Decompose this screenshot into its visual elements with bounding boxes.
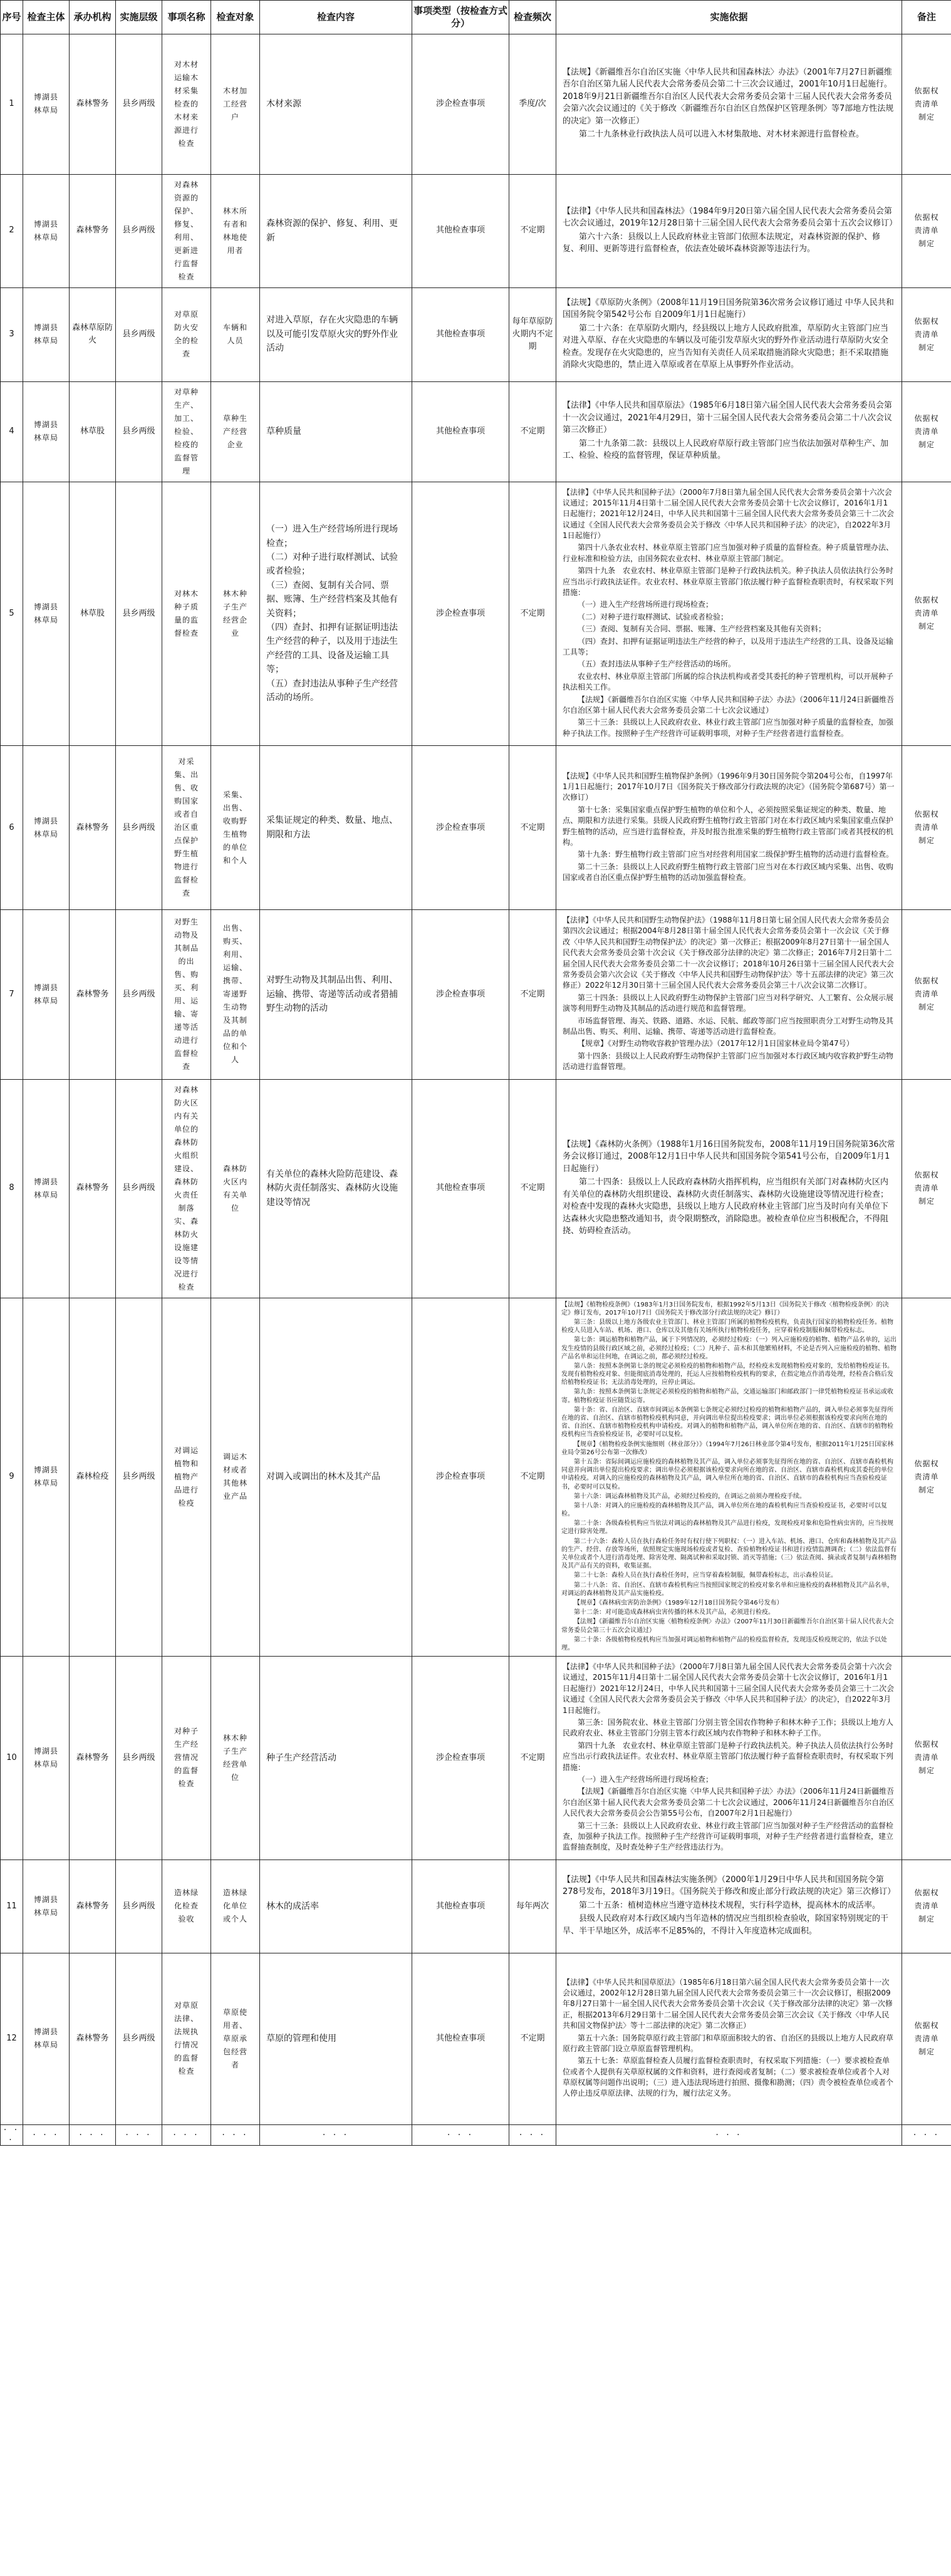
ellipsis-cell: · · · [509,2124,556,2145]
row-org: 森林警务 [70,174,116,287]
header-freq: 检查频次 [509,1,556,34]
basis-paragraph: 【法规】《植物检疫条例》（1983年1月3日国务院发布，根据1992年5月13日《国务院关于修改〈植物检疫条例〉的决定》修订发布，2017年10月7日《国务院关于修改部分行政法规的决定》修订） [561,1301,889,1316]
row-level: 县乡两级 [116,1298,162,1657]
row-type: 涉企检查事项 [412,34,509,174]
basis-paragraph: 【法律】《中华人民共和国种子法》（2000年7月8日第九届全国人民代表大会常务委员会第十六次会议通过，2015年11月4日第十二届全国人民代表大会常务委员会第十七次会议修订，2016年1月1日起施行）2021年12月24日，中华人民共和国第十三届全国人民代表大会常务委员会第三十二次会议通过《全国人民代表大会常务委员会关于修改〈中华人民共和国种子法〉的决定》，自2022年3月1日起施行。 [563,1662,895,1715]
row-org: 森林警务 [70,746,116,910]
row-basis [556,34,902,174]
row-org: 林草股 [70,482,116,746]
row-remark: 依据权责清单制定 [902,1079,951,1298]
header-level: 实施层级 [116,1,162,34]
row-basis [556,1298,902,1657]
row-object: 林木所有者和林地使用者 [211,174,260,287]
basis-paragraph: 第十八条：对调入的应施检疫的森林植物及其产品，调入单位所在地的森检机构应当查验检疫证书，必要时可以复检。 [561,1502,887,1518]
basis-paragraph: 县级人民政府对本行政区域内当年造林的情况应当组织检查验收，除国家特别规定的干旱、半干旱地区外，成活率不足85%的，不得计入年度造林完成面积。 [563,1914,889,1936]
row-type: 涉企检查事项 [412,1657,509,1860]
row-basis [556,287,902,381]
row-type: 其他检查事项 [412,287,509,381]
basis-paragraph: （三）查阅、复制有关合同、票据、账簿、生产经营档案及其他有关资料； [578,624,826,634]
row-basis [556,482,902,746]
row-seq: 1 [1,34,23,174]
row-content: 草原的管理和使用 [260,1953,412,2124]
table-row [1,1298,951,1657]
basis-paragraph: 【法规】《中华人民共和国野生植物保护条例》（1996年9月30日国务院令第204号公布，自1997年1月1日起施行；2017年10月7日《国务院关于修改部分行政法规的决定》（国务院令第687号）第一次修订） [563,771,895,802]
header-row [1,1,951,34]
basis-paragraph: 第十四条：县级以上人民政府野生动物保护主管部门应当加强对本行政区域内收容救护野生动物活动进行监督管理。 [563,1051,894,1072]
basis-paragraph: 第二十九条林业行政执法人员可以进入木材集散地、对木材来源进行监督检查。 [579,130,865,139]
row-content: 采集证规定的种类、数量、地点、期限和方法 [260,746,412,910]
row-content: 草种质量 [260,381,412,482]
row-content: 森林资源的保护、修复、利用、更新 [260,174,412,287]
row-org: 森林检疫 [70,1298,116,1657]
row-type: 涉企检查事项 [412,910,509,1079]
row-subject: 博湖县林草局 [23,910,70,1079]
table-row [1,1079,951,1298]
row-basis [556,1079,902,1298]
row-level: 县乡两级 [116,34,162,174]
header-seq: 序号 [1,1,23,34]
row-remark: 依据权责清单制定 [902,174,951,287]
row-object: 造林绿化单位或个人 [211,1860,260,1953]
basis-paragraph: 第十六条：调运森林植物及其产品，必须经过检疫的，在调运之前须办理检疫手续。 [574,1492,806,1500]
row-item: 对种子生产经营情况的监督检查 [162,1657,211,1860]
basis-paragraph: 【规章】《植物检疫条例实施细则（林业部分）》（1994年7月26日林业部令第4号发布，根据2011年1月25日国家林业局令第26号公布第一次修改） [561,1441,894,1456]
row-freq: 季度/次 [509,34,556,174]
header-remark: 备注 [902,1,951,34]
row-seq: 2 [1,174,23,287]
table-row [1,1657,951,1860]
header-org: 承办机构 [70,1,116,34]
row-item: 对采集、出售、收购国家或者自治区重点保护野生植物进行监督检查 [162,746,211,910]
basis-paragraph: 【规章】《对野生动物收容救护管理办法》（2017年12月1日国家林业局令第47号） [578,1039,854,1048]
row-freq: 不定期 [509,910,556,1079]
ellipsis-cell: · · · [211,2124,260,2145]
row-remark: 依据权责清单制定 [902,746,951,910]
basis-paragraph: 第二十七条：森检人员在执行森检任务时，应当穿着森检制服，佩带森检标志，出示森检员证。 [574,1572,837,1580]
row-content: 有关单位的森林火险防范建设、森林防火责任制落实、森林防火设施建设等情况 [260,1079,412,1298]
ellipsis-cell: · · · [260,2124,412,2145]
basis-paragraph: （四）查封、扣押有证据证明违法生产经营的种子，以及用于违法生产经营的工具、设备及运输工具等； [563,636,894,656]
row-remark: 依据权责清单制定 [902,1860,951,1953]
basis-paragraph: 【法律】《中华人民共和国种子法》（2000年7月8日第九届全国人民代表大会常务委员会第十六次会议通过；2015年11月4日第十二届全国人民代表大会常务委员会第十七次会议修订，2016年1月1日起施行；2021年12月24日，中华人民共和国第十三届全国人民代表大会常务委员会第三十二次会议通过《全国人民代表大会常务委员会关于修改〈中华人民共和国种子法〉的决定》，自2022年3月1日起施行） [563,487,895,541]
row-level: 县乡两级 [116,1953,162,2124]
basis-paragraph: 第二十条：各级植物检疫机构应当加强对调运植物和植物产品的检疫监督检查，发现违反检疫规定的，依法予以处理。 [561,1636,887,1652]
basis-paragraph: 【规章】《森林病虫害防治条例》（1989年12月18日国务院令第46号发布） [574,1599,783,1606]
header-object: 检查对象 [211,1,260,34]
basis-paragraph: 第四十九条 农业农村、林业草原主管部门是种子行政执法机关。种子执法人员依法执行公务时应当出示行政执法证件。农业农村、林业草原主管部门依法履行种子监督检查职责时，有权采取下列措施： [563,566,894,597]
basis-paragraph: 【法律】《中华人民共和国草原法》（1985年6月18日第六届全国人民代表大会常务委员会第十一次会议通过，2002年12月28日第九届全国人民代表大会常务委员会第三十一次会议修订，根据2009年8月27日第十一届全国人民代表大会常务委员会第十次会议《关于修改部分法律的决定》第一次修正，根据2013年6月29日第十二届全国人民代表大会常务委员会第三次会议《关于修改〈中华人民共和国文物保护法〉等十二部法律的决定》第二次修正） [563,1977,893,2030]
row-item: 对草原防火安全的检查 [162,287,211,381]
ellipsis-cell: · · · [70,2124,116,2145]
row-subject: 博湖县林草局 [23,381,70,482]
row-org: 森林警务 [70,1860,116,1953]
basis-paragraph: 第四十八条农业农村、林业草原主管部门应当加强对种子质量的监督检查。种子质量管理办法、行业标准和检验方法，由国务院农业农村、林业草原主管部门制定。 [563,543,894,563]
row-type: 其他检查事项 [412,381,509,482]
basis-paragraph: 第二十四条：县级以上人民政府森林防火指挥机构，应当组织有关部门对森林防火区内有关单位的森林防火组织建设、森林防火责任制落实、森林防火设施建设等情况进行检查；对检查中发现的森林火灾隐患，县级以上地方人民政府林业主管部门应当及时向有关单位下达森林火灾隐患整改通知书，责令限期整改，消除隐患。被检查单位应当积极配合，不得阻挠、妨碍检查活动。 [563,1177,889,1236]
row-item: 对调运植物和植物产品进行检疫 [162,1298,211,1657]
row-subject: 博湖县林草局 [23,1298,70,1657]
row-org: 森林草原防火 [70,287,116,381]
row-level: 县乡两级 [116,746,162,910]
row-level: 县乡两级 [116,482,162,746]
row-freq: 不定期 [509,381,556,482]
row-subject: 博湖县林草局 [23,1860,70,1953]
row-level: 县乡两级 [116,287,162,381]
row-seq: 10 [1,1657,23,1860]
row-content: （一）进入生产经营场所进行现场检查； （二）对种子进行取样测试、试验或者检验； （三）查阅、复制有关合同、票据、账簿、生产经营档案及其他有关资料； （四）查封、扣押有证据证明违法生产经营的种子，以及用于违法生产经营的工具、设备及运输工具等； （五）查封违法从事种子生产经营活动的场所。 [260,482,412,746]
row-freq: 不定期 [509,482,556,746]
basis-paragraph: 第二十条：各级森检机构应当依法对调运的森林植物及其产品进行检疫，发现检疫对象和危险性病虫害的，应当按规定进行除害处理。 [561,1520,893,1536]
row-remark: 依据权责清单制定 [902,287,951,381]
table-row [1,482,951,746]
row-item: 对野生动物及其制品的出售、购买、利用、运输、寄递等活动进行监督检查 [162,910,211,1079]
row-item: 对草原法律、法规执行情况的监督检查 [162,1953,211,2124]
row-freq: 不定期 [509,1657,556,1860]
row-basis [556,910,902,1079]
row-seq: 3 [1,287,23,381]
basis-paragraph: 【法律】《中华人民共和国野生动物保护法》（1988年11月8日第七届全国人民代表大会常务委员会第四次会议通过；根据2004年8月28日第十届全国人民代表大会常务委员会第十一次会议《关于修改〈中华人民共和国野生动物保护法〉的决定》第一次修正；根据2009年8月27日第十一届全国人民代表大会常务委员会第十次会议《关于修改部分法律的决定》第二次修正；2016年7月2日第十二届全国人民代表大会常务委员会第二十一次会议修订；2018年10月26日第十三届全国人民代表大会常务委员会第六次会议《关于修改〈中华人民共和国野生动物保护法〉等十五部法律的决定》第三次修正）2022年12月30日第十三届全国人民代表大会常务委员会第三十八次会议第二次修订。 [563,916,895,990]
row-item: 造林绿化检查验收 [162,1860,211,1953]
row-type: 涉企检查事项 [412,482,509,746]
basis-paragraph: 第四十九条 农业农村、林业草原主管部门是种子行政执法机关。种子执法人员依法执行公务时应当出示行政执法证件。农业农村、林业草原主管部门依法履行种子监督检查职责时，有权采取下列措施： [563,1741,894,1772]
basis-paragraph: 第二十九条第二款：县级以上人民政府草原行政主管部门应当依法加强对草种生产、加工、检验、检疫的监督管理，保证草种质量。 [563,438,889,461]
row-item: 对森林防火区内有关单位的森林防火组织建设、森林防火责任制落实、森林防火设施建设等情况进行检查 [162,1079,211,1298]
table-row [1,910,951,1079]
row-remark: 依据权责清单制定 [902,1657,951,1860]
ellipsis-cell: · · · [116,2124,162,2145]
row-object: 草种生产经营企业 [211,381,260,482]
row-freq: 每年两次 [509,1860,556,1953]
row-type: 其他检查事项 [412,1953,509,2124]
basis-paragraph: 【法规】《新疆维吾尔自治区实施〈中华人民共和国种子法〉办法》（2006年11月24日新疆维吾尔自治区第十届人民代表大会常务委员会第二十七次会议通过，2006年11月24日新疆维吾尔自治区人民代表大会常务委员会公告第55号公布，自2007年2月1日起施行） [563,1787,895,1818]
row-object: 林木种子生产经营单位 [211,1657,260,1860]
row-level: 县乡两级 [116,1079,162,1298]
header-type: 事项类型（按检查方式分） [412,1,509,34]
row-content: 林木的成活率 [260,1860,412,1953]
row-object: 车辆和人员 [211,287,260,381]
basis-paragraph: 农业农村、林业草原主管部门所属的综合执法机构或者受其委托的种子管理机构，可以开展种子执法相关工作。 [563,671,894,692]
row-content: 对进入草原，存在火灾隐患的车辆以及可能引发草原火灾的野外作业活动 [260,287,412,381]
basis-paragraph: 第五十七条：草原监督检查人员履行监督检查职责时，有权采取下列措施：（一）要求被检查单位或者个人提供有关草原权属的文件和资料，进行查阅或者复制；（二）要求被检查单位或者个人对草原权属等问题作出说明；（三）进入违法现场进行拍照、摄像和勘测；（四）责令被检查单位或者个人停止违反草原法律、法规的行为，履行法定义务。 [563,2056,894,2098]
row-freq: 不定期 [509,1953,556,2124]
row-item: 对森林资源的保护、修复、利用、更新进行监督检查 [162,174,211,287]
row-seq: 11 [1,1860,23,1953]
row-content: 对野生动物及其制品出售、利用、运输、携带、寄递等活动或者猎捕野生动物的活动 [260,910,412,1079]
row-item: 对草种生产、加工、检验、检疫的监督管理 [162,381,211,482]
row-content: 木材来源 [260,34,412,174]
basis-paragraph: 【法律】《中华人民共和国草原法》（1985年6月18日第六届全国人民代表大会常务委员会第十一次会议通过，2021年4月29日，第十三届全国人民代表大会常务委员会第二十八次会议第三次修正） [563,401,892,435]
row-basis [556,1953,902,2124]
row-type: 涉企检查事项 [412,1298,509,1657]
table-row [1,287,951,381]
row-org: 森林警务 [70,34,116,174]
table-body [1,34,951,2124]
row-object: 森林防火区内有关单位 [211,1079,260,1298]
basis-paragraph: 【法规】《中华人民共和国森林法实施条例》（2000年1月29日中华人民共和国国务院令第278号发布，2018年3月19日。《国务院关于修改和废止部分行政法规的决定》第三次修订） [563,1875,896,1897]
row-freq: 不定期 [509,1079,556,1298]
row-type: 其他检查事项 [412,1860,509,1953]
row-basis [556,381,902,482]
ellipsis-cell: · · · [902,2124,951,2145]
ellipsis-cell: · · · [23,2124,70,2145]
basis-paragraph: 第十七条：采集国家重点保护野生植物的单位和个人，必须按照采集证规定的种类、数量、地点、期限和方法进行采集。县级人民政府野生植物行政主管部门对在本行政区域内采集国家重点保护野生植物的活动，应当进行监督检查，并及时报告批准采集的野生植物行政主管部门或者其授权的机构。 [563,805,894,847]
basis-paragraph: 第八条：按照本条例第七条的规定必须检疫的植物和植物产品，经检疫未发现植物检疫对象的，发给植物检疫证书。发现有植物检疫对象、但能彻底消毒处理的，托运人应按植物检疫机构的要求，在指定地点作消毒处理，经检查合格后发给植物检疫证书；无法消毒处理的，应停止调运。 [561,1362,893,1387]
row-seq: 9 [1,1298,23,1657]
row-type: 涉企检查事项 [412,746,509,910]
basis-paragraph: 第五十六条：国务院草原行政主管部门和草原面积较大的省、自治区的县级以上地方人民政府草原行政主管部门设立草原监督管理机构。 [563,2033,894,2053]
basis-paragraph: 第十二条：对可能造成森林病虫害传播的林木及其产品，必须进行检疫。 [574,1609,774,1616]
row-level: 县乡两级 [116,381,162,482]
row-item: 对木材运输木材采集检查的木材来源进行检查 [162,34,211,174]
table-row [1,34,951,174]
row-basis [556,1657,902,1860]
basis-paragraph: 第三条：国务院农业、林业主管部门分别主管全国农作物种子和林木种子工作；县级以上地方人民政府农业、林业主管部门分别主管本行政区域内农作物种子和林木种子工作。 [563,1718,894,1738]
basis-paragraph: 【法规】《新疆维吾尔自治区实施〈中华人民共和国森林法〉办法》（2001年7月27日新疆维吾尔自治区第九届人民代表大会常务委员会第二十三次会议通过，2001年10月1日起施行。2018年9月21日新疆维吾尔自治区人民代表大会常务委员会第十三届人民代表大会常务委员会第六次会议通过的《关于修改〈新疆维吾尔自治区自然保护区管理条例〉等7部地方性法规的决定》第一次修正） [563,67,894,126]
basis-paragraph: 第二十六条：在草原防火期内，经县级以上地方人民政府批准，草原防火主管部门应当对进入草原、存在火灾隐患的车辆以及可能引发草原火灾的野外作业活动进行草原防火安全检查。发现存在火灾隐患的，应当告知有关责任人员采取措施消除火灾隐患；拒不采取措施消除火灾隐患的，禁止进入草原或者在草原上从事野外作业活动。 [563,323,889,370]
row-seq: 5 [1,482,23,746]
row-org: 林草股 [70,381,116,482]
row-type: 其他检查事项 [412,1079,509,1298]
basis-paragraph: 第七条：调运植物和植物产品，属于下列情况的，必须经过检疫：（一）列入应施检疫的植物、植物产品名单的，运出发生疫情的县级行政区域之前，必须经过检疫；（二）凡种子、苗木和其他繁殖材料，不论是否列入应施检疫的植物、植物产品名单和运往何地，在调运之前，都必须经过检疫。 [561,1337,896,1360]
ellipsis-cell: · · · [162,2124,211,2145]
basis-paragraph: 第三十四条：县级以上人民政府野生动物保护主管部门应当对科学研究、人工繁育、公众展示展演等利用野生动物及其制品的活动进行规范和监督管理。 [563,993,894,1013]
basis-paragraph: 市场监督管理、海关、铁路、道路、水运、民航、邮政等部门应当按照职责分工对野生动物及其制品出售、购买、利用、运输、携带、寄递等活动进行监督检查。 [563,1016,894,1036]
header-subject: 检查主体 [23,1,70,34]
basis-paragraph: 第十条：省、自治区、直辖市间调运本条例第七条规定必须经过检疫的植物和植物产品的，调入单位必须事先征得所在地的省、自治区、直辖市植物检疫机构同意，并向调出单位提出检疫要求；调出单位必须根据该检疫要求向所在地的省、自治区、直辖市植物检疫机构申请检疫。对调入的植物和植物产品，调入单位所在地的省、自治区、直辖市的植物检疫机构应当查验检疫证书，必要时可以复检。 [561,1406,893,1439]
header-content: 检查内容 [260,1,412,34]
row-seq: 4 [1,381,23,482]
row-org: 森林警务 [70,910,116,1079]
table-row [1,746,951,910]
basis-paragraph: 第六十六条：县级以上人民政府林业主管部门依照本法规定，对森林资源的保护、修复、利用、更新等进行监督检查，依法查处破坏森林资源等违法行为。 [563,232,881,254]
row-level: 县乡两级 [116,1657,162,1860]
row-subject: 博湖县林草局 [23,1953,70,2124]
row-remark: 依据权责清单制定 [902,910,951,1079]
continuation-row [1,2124,951,2145]
row-basis [556,174,902,287]
row-subject: 博湖县林草局 [23,174,70,287]
row-subject: 博湖县林草局 [23,287,70,381]
basis-paragraph: （一）进入生产经营场所进行现场检查； [578,1774,714,1784]
row-seq: 8 [1,1079,23,1298]
table-row [1,1953,951,2124]
row-content: 种子生产经营活动 [260,1657,412,1860]
row-subject: 博湖县林草局 [23,34,70,174]
row-object: 林木种子生产经营企业 [211,482,260,746]
basis-paragraph: 【法规】《森林防火条例》（1988年1月16日国务院发布，2008年11月19日国务院第36次常务会议修订通过，2008年12月1日中华人民共和国国务院令第541号公布，自2009年1月1日起施行） [563,1139,895,1174]
table-row [1,381,951,482]
row-level: 县乡两级 [116,174,162,287]
basis-paragraph: （五）查封违法从事种子生产经营活动的场所。 [578,660,736,669]
row-subject: 博湖县林草局 [23,746,70,910]
row-seq: 7 [1,910,23,1079]
row-object: 采集、出售、收购野生植物的单位和个人 [211,746,260,910]
row-org: 森林警务 [70,1079,116,1298]
row-level: 县乡两级 [116,910,162,1079]
table-row [1,174,951,287]
basis-paragraph: 第二十五条：植树造林应当遵守造林技术规程，实行科学造林，提高林木的成活率。 [579,1900,881,1910]
basis-paragraph: 【法规】《新疆维吾尔自治区实施〈中华人民共和国种子法〉办法》（2006年11月24日新疆维吾尔自治区第十届人民代表大会常务委员会第二十七次会议通过） [563,695,895,715]
row-type: 其他检查事项 [412,174,509,287]
row-remark: 依据权责清单制定 [902,34,951,174]
basis-paragraph: 第三十三条：县级以上人民政府农业、林业行政主管部门应当加强对种子质量的监督检查，加强种子执法工作。按照种子生产经营许可证载明事项，对种子生产经营者进行监督检查。 [563,718,894,738]
basis-paragraph: 【法规】《草原防火条例》（2008年11月19日国务院第36次常务会议修订通过 中华人民共和国国务院令第542号公布 自2009年1月1日起施行） [563,297,894,319]
basis-paragraph: 第三条：县级以上地方各级农业主管部门、林业主管部门所属的植物检疫机构，负责执行国家的植物检疫任务。植物检疫人员进入车站、机场、港口、仓库以及其他有关场所执行植物检疫任务，应穿着检疫制服和佩带检疫标志。 [561,1318,893,1335]
row-freq: 不定期 [509,746,556,910]
row-subject: 博湖县林草局 [23,1079,70,1298]
row-seq: 12 [1,1953,23,2124]
row-object: 出售、购买、利用、运输、携带、寄递野生动物及其制品的单位和个人 [211,910,260,1079]
table-row [1,1860,951,1953]
row-content: 对调入或调出的林木及其产品 [260,1298,412,1657]
ellipsis-cell: · · · [1,2124,23,2145]
basis-paragraph: 第九条：按照本条例第七条规定必须检疫的植物和植物产品，交通运输部门和邮政部门一律凭植物检疫证书承运或收寄。植物检疫证书应随货运寄。 [561,1389,893,1404]
row-seq: 6 [1,746,23,910]
basis-paragraph: 第十五条：省际间调运应施检疫的森林植物及其产品，调入单位必须事先征得所在地的省、自治区、直辖市森检机构同意并向调出单位提出检疫要求；调出单位必须根据该检疫要求向所在地的省、自治区、直辖市森检机构或其委托的单位申请检疫。对调入的应施检疫的森林植物及其产品，调入单位所在地的省、自治区、直辖市的森检机构应当查验检疫证书，必要时可以复检。 [561,1458,893,1491]
header-basis: 实施依据 [556,1,902,34]
row-subject: 博湖县林草局 [23,482,70,746]
row-freq: 每年草原防火期内不定期 [509,287,556,381]
row-object: 木材加工经营户 [211,34,260,174]
basis-paragraph: 第三十三条：县级以上人民政府农业、林业行政主管部门应当加强对种子生产经营活动的监督检查，加强种子执法工作。按照种子生产经营许可证载明事项，对种子生产经营者进行监督检查，建立监督抽查制度，及时查处种子生产经营违法行为。 [563,1821,894,1852]
row-item: 对林木种子质量的监督检查 [162,482,211,746]
ellipsis-cell: · · · [412,2124,509,2145]
row-freq: 不定期 [509,174,556,287]
row-remark: 依据权责清单制定 [902,1953,951,2124]
row-freq: 不定期 [509,1298,556,1657]
row-basis [556,1860,902,1953]
row-object: 调运木材或者其他林业产品 [211,1298,260,1657]
header-item: 事项名称 [162,1,211,34]
row-remark: 依据权责清单制定 [902,482,951,746]
basis-paragraph: 【法律】《中华人民共和国森林法》（1984年9月20日第六届全国人民代表大会常务委员会第七次会议通过，2019年12月28日第十三届全国人民代表大会常务委员会第十五次会议修订） [563,206,898,228]
basis-paragraph: （一）进入生产经营场所进行现场检查； [578,600,714,609]
row-subject: 博湖县林草局 [23,1657,70,1860]
row-org: 森林警务 [70,1657,116,1860]
basis-paragraph: 第二十六条：森检人员在执行森检任务时有权行使下列职权：（一）进入车站、机场、港口、仓库和森林植物及其产品的生产、经营、存放等场所，依照规定实施现场检疫或者复检、查验植物检疫证书和进行疫情监测调查；（二）依法监督有关单位或者个人进行消毒处理、除害处理、隔离试种和采取封锁、消灭等措施；（三）依法查阅、摘录或者复制与森林植物及其产品有关的资料，收集证据。 [561,1538,896,1570]
row-level: 县乡两级 [116,1860,162,1953]
row-remark: 依据权责清单制定 [902,1298,951,1657]
basis-paragraph: （二）对种子进行取样测试、试验或者检验； [578,612,729,621]
basis-paragraph: 第二十三条：县级以上人民政府野生植物行政主管部门应当对在本行政区域内采集、出售、收购国家或者自治区重点保护野生植物的活动加强监督检查。 [563,862,894,882]
basis-paragraph: 【法规】《新疆维吾尔自治区实施〈植物检疫条例〉办法》（2007年11月30日新疆维吾尔自治区第十届人民代表大会常务委员会第三十五次会议通过） [561,1618,894,1634]
basis-paragraph: 第二十八条：省、自治区、直辖市森检机构应当按照国家规定的检疫对象名单和应施检疫的森林植物及其产品名单，对调运的森林植物及其产品实施检疫。 [561,1581,893,1597]
ellipsis-cell: · · · [556,2124,902,2145]
row-object: 草原使用者、草原承包经营者 [211,1953,260,2124]
basis-paragraph: 第十九条：野生植物行政主管部门应当对经营利用国家二级保护野生植物的活动进行监督检查。 [578,850,894,859]
row-remark: 依据权责清单制定 [902,381,951,482]
row-basis [556,746,902,910]
row-org: 森林警务 [70,1953,116,2124]
